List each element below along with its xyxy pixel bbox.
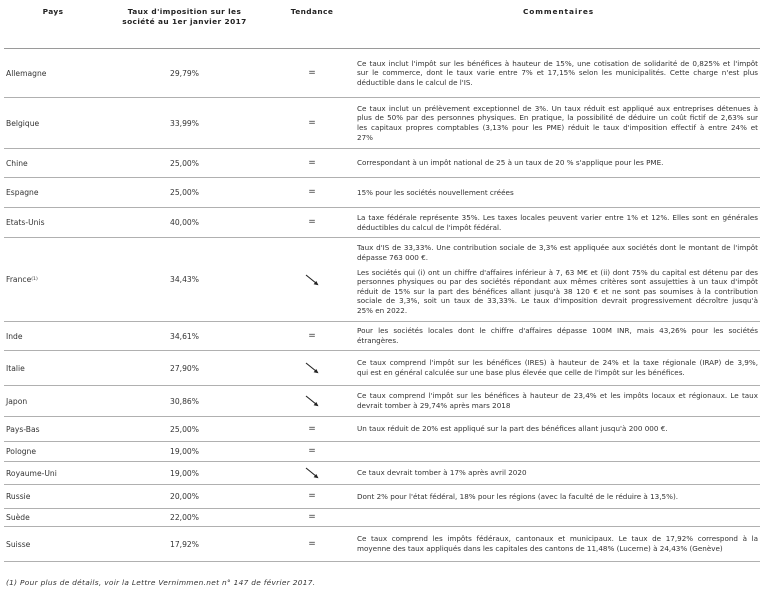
trend-cell xyxy=(267,417,357,441)
tax-rate-cell: 27,90% xyxy=(170,363,199,373)
country-cell xyxy=(4,208,102,237)
comment-line: Pour les sociétés locales dont le chiffre d'affaires dépasse 100M INR, mais 43,26% pour les sociétés xyxy=(357,326,758,336)
table-row xyxy=(4,417,760,442)
trend-cell xyxy=(267,208,357,237)
comment-line: 15% pour les sociétés nouvellement créées xyxy=(357,187,514,197)
comment-line: Taux d'IS de 33,33%. Une contribution sociale de 3,3% est appliquée aux sociétés dont le montant de l'impôt xyxy=(357,243,758,253)
trend-stable: = xyxy=(308,157,316,168)
trend-stable: = xyxy=(308,423,316,434)
comment-line: Les sociétés qui (i) ont un chiffre d'affaires inférieur à 7, 63 M€ et (ii) dont 75% du capital est détenu par des xyxy=(357,267,758,277)
comment-line: qui est en général calculée sur une base plus élevée que celle de l'impôt sur les bénéfices. xyxy=(357,368,685,377)
tax-rate-cell: 40,00% xyxy=(170,218,199,227)
comment-cell xyxy=(357,485,760,508)
comment-paragraph xyxy=(357,59,758,88)
comment-paragraph xyxy=(357,391,758,410)
country-name: Pays-Bas xyxy=(6,424,40,434)
table-row xyxy=(4,527,760,562)
country-cell xyxy=(4,527,102,561)
comment-line: Ce taux devrait tomber à 17% après avril 2020 xyxy=(357,468,527,478)
table-row xyxy=(4,322,760,351)
tax-rate-cell: 34,43% xyxy=(170,275,199,284)
header-taux-line1: Taux d'imposition sur les xyxy=(127,7,242,16)
arrow-down-right-icon xyxy=(304,394,320,408)
comment-paragraph xyxy=(357,158,758,168)
country-name: France xyxy=(6,275,32,284)
country-name: Italie xyxy=(6,363,25,373)
country-name: Inde xyxy=(6,331,23,341)
comment-line: les capitaux propres comptables (3,13% pour les PME) réduit le taux d'imposition effectif à entre 24% et xyxy=(357,123,758,132)
trend-cell xyxy=(267,527,357,561)
comment-line: sur le commerce, dont le taux varie entre 7% et 17,15% selon les municipalités. Cette charge n'est plus xyxy=(357,68,758,78)
country-name: Suède xyxy=(6,513,30,522)
comment-line: réduit de 15% sur la part des bénéfices allant jusqu'à 38 120 € et ne sont pas soumises à la contribution xyxy=(357,286,758,296)
header-taux-line2: société au 1er janvier 2017 xyxy=(122,17,247,26)
country-cell xyxy=(4,509,102,526)
comment-line: Ce taux comprend les impôts fédéraux, cantonaux et municipaux. Le taux de 17,92% correspond à la xyxy=(357,534,758,544)
trend-cell xyxy=(267,351,357,385)
table-row xyxy=(4,442,760,462)
trend-cell xyxy=(267,485,357,508)
comment-paragraph xyxy=(357,492,758,502)
trend-cell xyxy=(267,386,357,416)
country-name: Royaume-Uni xyxy=(6,468,57,478)
comment-cell xyxy=(357,149,760,177)
tax-rate-cell: 25,00% xyxy=(170,188,199,197)
tax-rate-cell: 29,79% xyxy=(170,68,199,78)
trend-cell xyxy=(267,442,357,461)
tax-rate-cell: 22,00% xyxy=(170,513,199,522)
country-cell xyxy=(4,49,102,97)
comment-cell xyxy=(357,178,760,207)
comment-cell xyxy=(357,509,760,526)
trend-stable: = xyxy=(308,491,316,501)
country-name: Chine xyxy=(6,158,28,168)
tax-rate-cell: 33,99% xyxy=(170,118,199,128)
country-cell xyxy=(4,98,102,148)
comment-line: Correspondant à un impôt national de 25 à un taux de 20 % s'applique pour les PME. xyxy=(357,158,664,168)
country-cell xyxy=(4,386,102,416)
trend-stable: = xyxy=(308,217,316,227)
table-row xyxy=(4,462,760,485)
comment-line: Ce taux comprend l'impôt sur les bénéfices (IRES) à hauteur de 24% et la taxe régionale (IRAP) de 3,9%, xyxy=(357,358,758,368)
trend-cell xyxy=(267,149,357,177)
table-header xyxy=(4,7,760,49)
trend-cell xyxy=(267,509,357,526)
trend-stable: = xyxy=(308,67,316,78)
comment-paragraph xyxy=(357,534,758,553)
tax-rate-table xyxy=(4,7,760,562)
tax-rate-cell: 30,86% xyxy=(170,396,199,406)
table-row xyxy=(4,238,760,322)
table-row xyxy=(4,509,760,527)
country-cell xyxy=(4,149,102,177)
country-name: Pologne xyxy=(6,447,37,456)
trend-stable: = xyxy=(308,446,316,456)
comment-cell xyxy=(357,49,760,97)
country-cell xyxy=(4,322,102,350)
comment-paragraph xyxy=(357,268,758,316)
comment-line: Dont 2% pour l'état fédéral, 18% pour les régions (avec la faculté de le réduire à 13,5%). xyxy=(357,491,679,501)
country-name: Etats-Unis xyxy=(6,218,45,227)
header-tendance: Tendance xyxy=(290,7,334,16)
comment-line: 25% en 2022. xyxy=(357,305,408,315)
country-cell xyxy=(4,485,102,508)
comment-line: plus de 50% par des personnes physiques. En pratique, la possibilité de déduire un coût fictif de 2,63% sur xyxy=(357,113,758,123)
tax-rate-cell: 20,00% xyxy=(170,492,199,501)
comment-line: Ce taux comprend l'impôt sur les bénéfices à hauteur de 23,4% et les impôts locaux et régionaux. Le taux xyxy=(357,391,758,401)
comment-paragraph xyxy=(357,468,758,478)
table-row xyxy=(4,178,760,208)
country-cell xyxy=(4,417,102,441)
comment-cell xyxy=(357,98,760,148)
comment-cell xyxy=(357,386,760,416)
country-name: Belgique xyxy=(6,118,40,128)
country-cell xyxy=(4,351,102,385)
country-name: Suisse xyxy=(6,539,31,549)
comment-paragraph xyxy=(357,358,758,377)
footnote: (1) Pour plus de détails, voir la Lettre Vernimmen.net n° 147 de février 2017. xyxy=(6,578,316,587)
comment-cell xyxy=(357,442,760,461)
trend-stable: = xyxy=(308,117,316,128)
tax-rate-cell: 19,00% xyxy=(170,447,199,456)
comment-cell xyxy=(357,322,760,350)
tax-rate-cell: 17,92% xyxy=(170,539,199,549)
comment-line: 27% xyxy=(357,132,373,142)
comment-line: Ce taux inclut un prélèvement exceptionnel de 3%. Un taux réduit est appliqué aux entreprises détenues à xyxy=(357,103,758,113)
country-name: Japon xyxy=(6,396,28,406)
comment-paragraph xyxy=(357,243,758,262)
comment-line: dépasse 763 000 €. xyxy=(357,253,429,263)
comment-line: déductibles du calcul de l'impôt fédéral. xyxy=(357,222,502,232)
comment-cell xyxy=(357,417,760,441)
country-cell xyxy=(4,462,102,484)
country-cell xyxy=(4,178,102,207)
comment-paragraph xyxy=(357,424,758,434)
table-row xyxy=(4,149,760,178)
arrow-down-right-icon xyxy=(304,466,320,480)
comment-line: sociale de 3,3%, soit un taux de 33,33%. Le taux d'imposition devrait progressivement décroître jusqu'à xyxy=(357,296,758,306)
comment-line: étrangères. xyxy=(357,336,399,345)
table-row xyxy=(4,351,760,386)
table-row xyxy=(4,386,760,417)
trend-stable: = xyxy=(308,512,316,522)
comment-line: devrait tomber à 29,74% après mars 2018 xyxy=(357,401,511,410)
trend-stable: = xyxy=(308,538,316,549)
comment-paragraph xyxy=(357,104,758,142)
header-taux xyxy=(102,7,267,48)
comment-cell xyxy=(357,351,760,385)
comment-paragraph xyxy=(357,213,758,232)
country-name: Allemagne xyxy=(6,68,47,78)
trend-cell xyxy=(267,49,357,97)
comment-line: Ce taux inclut l'impôt sur les bénéfices à hauteur de 15%, une cotisation de solidarité de 0,825% et l'impôt xyxy=(357,58,758,68)
trend-stable: = xyxy=(308,330,316,341)
comment-line: personnes physiques ou par des sociétés répondant aux mêmes critères sont assujetties à un taux d'impôt xyxy=(357,277,758,287)
table-row xyxy=(4,98,760,149)
table-row xyxy=(4,49,760,98)
comment-cell xyxy=(357,527,760,561)
trend-stable: = xyxy=(308,187,316,197)
table-row xyxy=(4,208,760,238)
comment-line: Un taux réduit de 20% est appliqué sur la part des bénéfices allant jusqu'à 200 000 €. xyxy=(357,424,668,434)
table-row xyxy=(4,485,760,509)
comment-line: déductible dans le calcul de l'IS. xyxy=(357,77,473,87)
header-commentaires: Commentaires xyxy=(522,7,595,16)
trend-cell xyxy=(267,238,357,321)
comment-paragraph xyxy=(357,188,758,198)
arrow-down-right-icon xyxy=(304,361,320,375)
comment-line: moyenne des taux appliqués dans les capitales des cantons de 11,48% (Lucerne) à 24,43% (Genève) xyxy=(357,544,723,553)
country-cell xyxy=(4,442,102,461)
comment-paragraph xyxy=(357,326,758,345)
header-pays: Pays xyxy=(42,7,64,16)
trend-cell xyxy=(267,322,357,350)
trend-cell xyxy=(267,462,357,484)
country-name: Espagne xyxy=(6,188,39,197)
tax-rate-cell: 19,00% xyxy=(170,468,199,478)
arrow-down-right-icon xyxy=(304,273,320,287)
tax-rate-cell: 25,00% xyxy=(170,158,199,168)
trend-cell xyxy=(267,178,357,207)
comment-cell xyxy=(357,238,760,321)
country-cell: France (1) xyxy=(6,275,38,284)
country-name: Russie xyxy=(6,492,31,501)
tax-rate-cell: 34,61% xyxy=(170,331,199,341)
table-body xyxy=(4,49,760,562)
comment-cell xyxy=(357,208,760,237)
comment-line: La taxe fédérale représente 35%. Les taxes locales peuvent varier entre 1% et 12%. Elles sont en générales xyxy=(357,212,758,222)
comment-cell xyxy=(357,462,760,484)
trend-cell xyxy=(267,98,357,148)
tax-rate-cell: 25,00% xyxy=(170,424,199,434)
